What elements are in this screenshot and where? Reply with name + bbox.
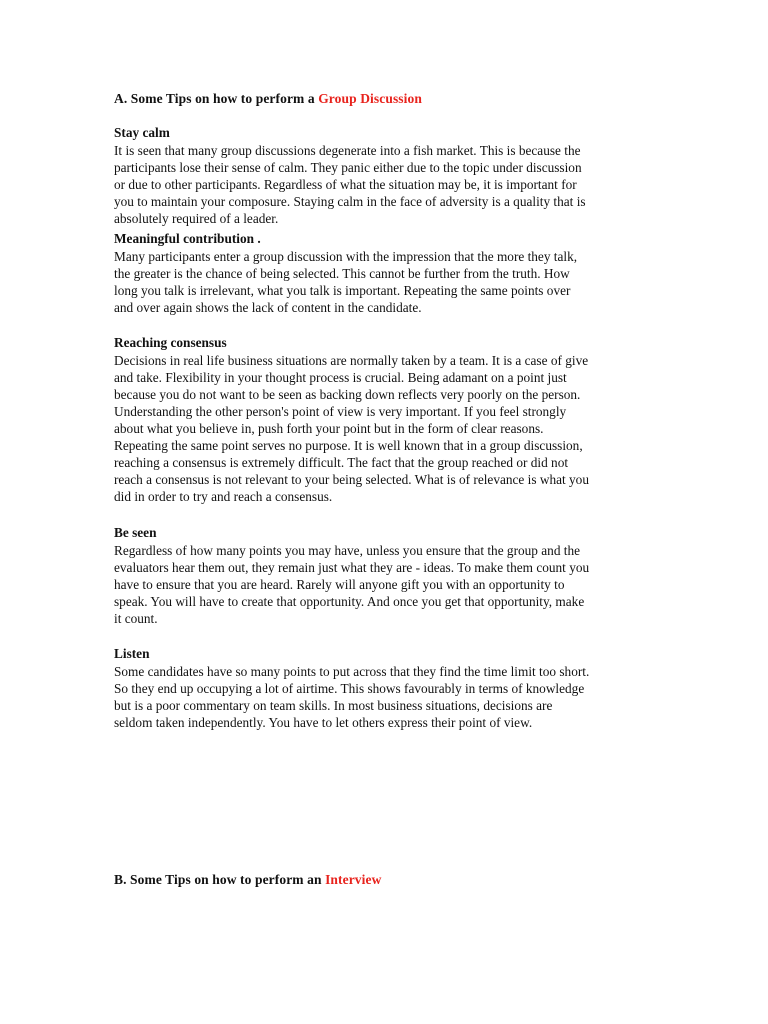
tip-body-meaningful-contribution [114, 248, 654, 316]
text-line: absolutely required of a leader. [114, 211, 279, 226]
text-line: have to ensure that you are heard. Rarely will anyone gift you with an opportunity to [114, 577, 565, 592]
text-line: Many participants enter a group discussion with the impression that the more they talk, [114, 249, 578, 264]
text-line: it count. [114, 611, 158, 626]
text-line: So they end up occupying a lot of airtime. This shows favourably in terms of knowledge [114, 681, 585, 696]
tip-title-stay-calm: Stay calm [114, 125, 170, 140]
text-line: Some candidates have so many points to put across that they find the time limit too short. [114, 664, 590, 679]
tip-title-reaching-consensus: Reaching consensus [114, 335, 227, 350]
text-line: did in order to try and reach a consensus. [114, 489, 333, 504]
text-line: seldom taken independently. You have to let others express their point of view. [114, 715, 533, 730]
text-line: Understanding the other person's point of view is very important. If you feel strongly [114, 404, 567, 419]
text-line: because you do not want to be seen as backing down reflects very poorly on the person. [114, 387, 581, 402]
section-a-heading [114, 91, 422, 107]
text-line: reaching a consensus is extremely difficult. The fact that the group reached or did not [114, 455, 569, 470]
section-b-highlight: Interview [325, 872, 382, 887]
tip-body-reaching-consensus [114, 352, 654, 505]
text-line: and over again shows the lack of content in the candidate. [114, 300, 422, 315]
text-line: about what you believe in, push forth your point but in the form of clear reasons. [114, 421, 544, 436]
tip-body-listen [114, 663, 654, 731]
text-line: participants lose their sense of calm. They panic either due to the topic under discussion [114, 160, 582, 175]
tip-title-listen: Listen [114, 646, 150, 661]
section-a-prefix: A. Some Tips on how to perform a [114, 91, 315, 106]
text-line: long you talk is irrelevant, what you talk is important. Repeating the same points over [114, 283, 571, 298]
text-line: or due to other participants. Regardless of what the situation may be, it is important for [114, 177, 577, 192]
section-b-heading [114, 872, 381, 888]
tip-body-stay-calm [114, 142, 654, 227]
text-line: Regardless of how many points you may have, unless you ensure that the group and the [114, 543, 581, 558]
text-line: Decisions in real life business situations are normally taken by a team. It is a case of give [114, 353, 589, 368]
tip-title-meaningful-contribution: Meaningful contribution . [114, 231, 261, 246]
text-line: It is seen that many group discussions degenerate into a fish market. This is because the [114, 143, 581, 158]
text-line: reach a consensus is not relevant to your being selected. What is of relevance is what you [114, 472, 589, 487]
text-line: Repeating the same point serves no purpose. It is well known that in a group discussion, [114, 438, 583, 453]
section-a-highlight: Group Discussion [318, 91, 422, 106]
text-line: speak. You will have to create that opportunity. And once you get that opportunity, make [114, 594, 585, 609]
text-line: you to maintain your composure. Staying calm in the face of adversity is a quality that is [114, 194, 586, 209]
text-line: and take. Flexibility in your thought process is crucial. Being adamant on a point just [114, 370, 567, 385]
text-line: evaluators hear them out, they remain just what they are - ideas. To make them count you [114, 560, 590, 575]
tip-body-be-seen [114, 542, 654, 627]
text-line: but is a poor commentary on team skills. In most business situations, decisions are [114, 698, 553, 713]
tip-title-be-seen: Be seen [114, 525, 157, 540]
section-b-prefix: B. Some Tips on how to perform an [114, 872, 322, 887]
text-line: the greater is the chance of being selected. This cannot be further from the truth. How [114, 266, 570, 281]
